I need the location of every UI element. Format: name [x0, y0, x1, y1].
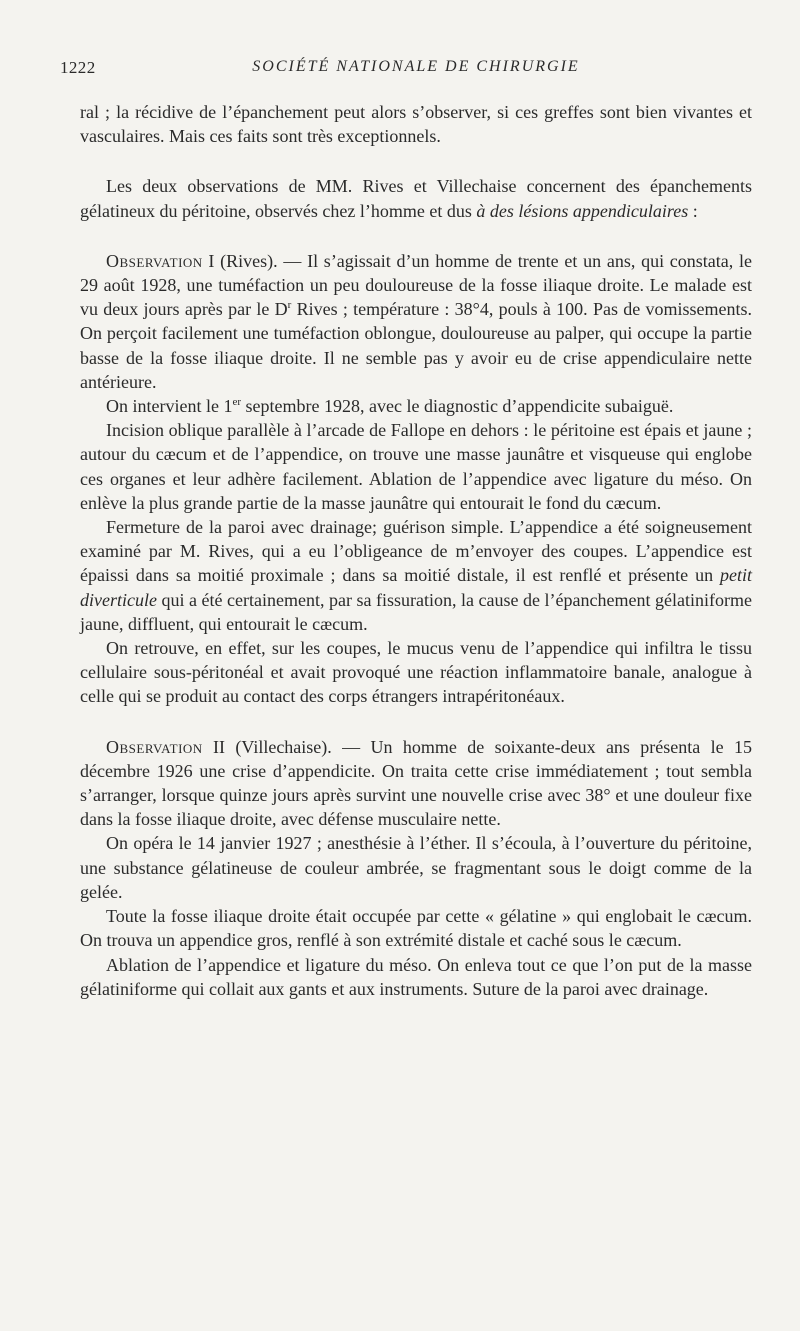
paragraph-observation-1 [80, 249, 752, 394]
text-run: Les deux observations de MM. Rives et Villechaise concernent des épanchements gélatineux du péritoine, observés chez l’homme et dus [80, 176, 752, 221]
superscript: r [287, 299, 292, 312]
running-title: SOCIÉTÉ NATIONALE DE CHIRURGIE [252, 58, 580, 75]
paragraph-observations-intro [80, 174, 752, 222]
text-run: septembre 1928, avec le diagnostic d’appendicite subaiguë. [241, 396, 674, 417]
paragraph-intervention [80, 394, 752, 418]
italic-phrase: petit diverticule [80, 565, 752, 610]
page-header [60, 58, 752, 82]
observation-label: Observation [106, 250, 203, 271]
text-run: Rives ; température : 38°4, pouls à 100. Pas de vomissements. On perçoit facilement une tuméfaction oblongue, douloureuse au palper, qui occupe la partie basse de la fosse iliaque droite. Il ne semble pas y avoir eu de crise appendiculaire nette antérieure. [80, 299, 752, 392]
body-text [80, 100, 752, 1001]
paragraph-incision: Incision oblique parallèle à l’arcade de Fallope en dehors : le péritoine est épais et jaune ; autour du cæcum et de l’appendice, on trouve une masse jaunâtre et visqueuse qui englobe ces organes et leur adhère facilement. Ablation de l’appendice avec ligature du méso. On enlève la plus grande partie de la masse jaunâtre qui entourait le fond du cæcum. [80, 420, 752, 513]
text-run: qui a été certainement, par sa fissuration, la cause de l’épanchement gélatiniforme jaune, diffluent, qui entourait le cæcum. [80, 589, 752, 634]
italic-phrase: à des lésions appendiculaires [476, 200, 689, 221]
paragraph-closure [80, 515, 752, 636]
page-number: 1222 [60, 58, 96, 77]
paragraph-operation: On opéra le 14 janvier 1927 ; anesthésie à l’éther. Il s’écoula, à l’ouverture du péritoine, une substance gélatineuse de couleur ambrée, se fragmentant sous le doigt comme de la gelée. [80, 833, 752, 902]
text-run: On intervient le 1 [106, 396, 233, 417]
paragraph-observation-2 [80, 735, 752, 832]
paragraph-findings: On retrouve, en effet, sur les coupes, le mucus venu de l’appendice qui infiltra le tissu cellulaire sous-péritonéal et avait provoqué une réaction inflammatoire banale, analogue à celle qui se produit au contact des corps étrangers intrapéritonéaux. [80, 638, 752, 707]
paragraph-gelatine: Toute la fosse iliaque droite était occupée par cette « gélatine » qui englobait le cæcum. On trouva un appendice gros, renflé à son extrémité distale et caché sous le cæcum. [80, 906, 752, 951]
paragraph-intro: ral ; la récidive de l’épanchement peut alors s’observer, si ces greffes sont bien vivantes et vasculaires. Mais ces faits sont très exceptionnels. [80, 102, 752, 147]
paragraph-ablation: Ablation de l’appendice et ligature du méso. On enleva tout ce que l’on put de la masse gélatiniforme qui collait aux gants et aux instruments. Suture de la paroi avec drainage. [80, 954, 752, 999]
text-run: II (Villechaise). — Un homme de soixante-deux ans présenta le 15 décembre 1926 une crise d’appendicite. On traita cette crise immédiatement ; tout sembla s’arranger, lorsque quinze jours après survint une nouvelle crise avec 38° et une douleur fixe dans la fosse iliaque droite, avec défense musculaire nette. [80, 736, 752, 830]
text-run: I (Rives). — Il s’agissait d’un homme de trente et un ans, qui constata, le 29 août 1928, une tuméfaction un peu douloureuse de la fosse iliaque droite. Le malade est vu deux jours après par le D [80, 250, 752, 320]
observation-label: Observation [106, 736, 203, 757]
text-run: Fermeture de la paroi avec drainage; guérison simple. L’appendice a été soigneusement examiné par M. Rives, qui a eu l’obligeance de m’envoyer des coupes. L’appendice est épaissi dans sa moitié proximale ; dans sa moitié distale, il est renflé et présente un [80, 517, 752, 586]
superscript: er [232, 396, 242, 409]
text-run: : [688, 200, 698, 221]
